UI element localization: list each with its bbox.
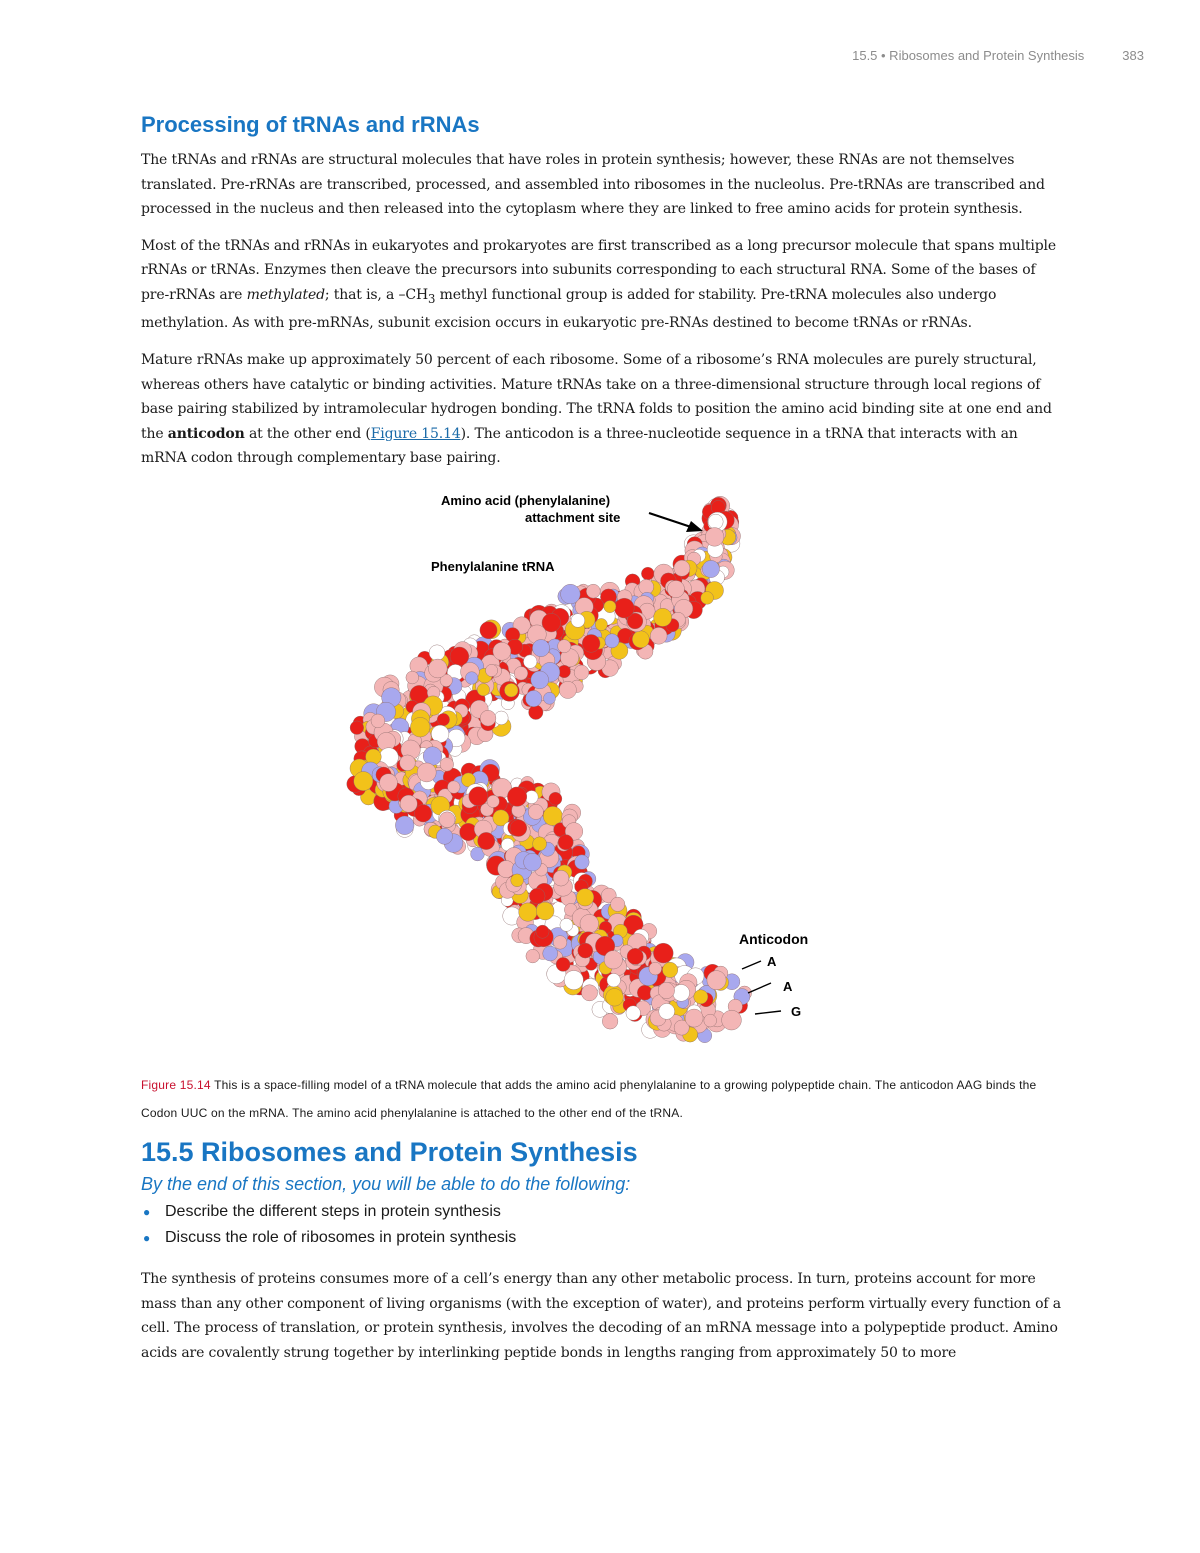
atom-sphere: [519, 903, 537, 921]
page-number: 383: [1122, 48, 1144, 63]
atom-sphere: [659, 1003, 675, 1019]
atom-sphere: [533, 837, 547, 851]
atom-sphere: [606, 988, 624, 1006]
objective-item: [141, 1225, 1061, 1251]
atom-sphere: [528, 804, 543, 819]
atom-sphere: [626, 1006, 641, 1021]
atom-sphere: [439, 812, 455, 828]
atom-sphere: [641, 567, 654, 580]
atom-sphere: [707, 971, 726, 990]
atom-sphere: [685, 1009, 703, 1027]
label-phenylalanine-trna: Phenylalanine tRNA: [431, 558, 555, 574]
anticodon-pointer-3: [755, 1011, 781, 1014]
paragraph-2-text-c: methyl functional group is added for stability. Pre-tRNA molecules also undergo methylation. As with pre-mRNAs, subunit excision occurs in eukaryotic pre-RNAs destined to become tRNAs or rRNAs.: [141, 286, 997, 332]
atom-sphere: [400, 755, 416, 771]
atom-sphere: [632, 631, 649, 648]
figure-reference-link[interactable]: Figure 15.14: [370, 425, 461, 442]
trna-figure: [141, 483, 1061, 1067]
atom-sphere: [614, 598, 634, 618]
atom-sphere: [549, 792, 562, 805]
atom-sphere: [701, 591, 714, 604]
atom-sphere: [437, 713, 449, 725]
atom-sphere: [674, 560, 690, 576]
atom-sphere: [523, 655, 537, 669]
atom-sphere: [558, 640, 571, 653]
atom-sphere: [395, 816, 414, 835]
atom-sphere: [478, 832, 495, 849]
atom-sphere: [654, 608, 672, 626]
objective-text: Describe the different steps in protein synthesis: [165, 1202, 501, 1220]
atom-sphere: [510, 820, 527, 837]
atom-sphere: [380, 774, 398, 792]
learning-objectives-list: [141, 1199, 1061, 1251]
page-content: [141, 112, 1061, 1377]
paragraph-2-text-b: ; that is, a –CH: [324, 286, 429, 303]
atom-sphere: [702, 560, 719, 577]
paragraph-3: [141, 348, 1061, 471]
atom-sphere: [553, 870, 569, 886]
atom-sphere: [627, 948, 643, 964]
atom-sphere: [578, 943, 593, 958]
atom-sphere: [410, 717, 430, 737]
atom-sphere: [354, 771, 373, 790]
atom-sphere: [673, 984, 690, 1001]
atom-sphere: [649, 962, 662, 975]
atom-sphere: [423, 747, 442, 766]
atom-sphere: [607, 973, 621, 987]
atom-sphere: [595, 618, 607, 630]
trna-space-filling-model: [141, 483, 1061, 1067]
atom-sphere: [529, 705, 543, 719]
subscript-3: 3: [428, 291, 436, 306]
caption-text: This is a space-filling model of a tRNA molecule that adds the amino acid phenylalanine to a growing polypeptide chain. The anticodon AAG binds the Codon UUC on the mRNA. The amino acid phenylalanine is attached to the other end of the tRNA.: [141, 1077, 1037, 1120]
atom-sphere: [514, 666, 528, 680]
running-title: 15.5 • Ribosomes and Protein Synthesis: [852, 48, 1085, 63]
atom-sphere: [708, 514, 723, 529]
atom-sphere: [400, 795, 417, 812]
atom-sphere: [440, 758, 454, 772]
atom-sphere: [532, 639, 549, 656]
atom-sphere: [658, 982, 674, 998]
label-amino-acid-line-1: Amino acid (phenylalanine): [441, 492, 611, 508]
atom-sphere: [604, 951, 622, 969]
paragraph-1: The tRNAs and rRNAs are structural molecules that have roles in protein synthesis; however, these RNAs are not themselves translated. Pre-rRNAs are transcribed, processed, and assembled into ribosomes in the nucleolus. Pre-tRNAs are transcribed and processed in the nucleus and then released into the cytoplasm where they are linked to free amino acids for protein synthesis.: [141, 152, 1045, 218]
intro-paragraph: The synthesis of proteins consumes more of a cell’s energy than any other metabolic process. In turn, proteins account for more mass than any other component of living organisms (with the exception of water), and proteins perform virtually every function of a cell. The process of translation, or protein synthesis, involves the decoding of an mRNA message into a polypeptide product. Amino acids are covalently strung together by interlinking peptide bonds in lengths ranging from approximately 50 to more: [141, 1270, 1061, 1361]
paragraph-2: [141, 234, 1061, 336]
atom-cluster: [347, 496, 752, 1042]
atom-sphere: [536, 925, 549, 938]
atom-sphere: [493, 642, 511, 660]
amino-acid-pointer-line: [649, 513, 691, 527]
atom-sphere: [415, 805, 432, 822]
atom-sphere: [611, 897, 625, 911]
atom-sphere: [586, 584, 600, 598]
atom-sphere: [350, 721, 364, 735]
objective-item: [141, 1199, 1061, 1225]
amino-acid-arrowhead: [686, 521, 703, 532]
atom-sphere: [558, 835, 573, 850]
atom-sphere: [580, 914, 599, 933]
paragraph-3-text-a: Mature rRNAs make up approximately 50 percent of each ribosome. Some of a ribosome’s RNA molecules are purely structural, whereas others have catalytic or binding activities. Mature tRNAs take on a three-dimensional structure through local regions of base pairing stabilized by intramolecular hydrogen bonding. The tRNA folds to position the amino acid binding site at one end and the: [141, 351, 1052, 442]
atom-sphere: [507, 787, 526, 806]
anticodon-pointer-1: [742, 961, 761, 969]
atom-sphere: [571, 614, 585, 628]
paragraph-3-text-c: ). The anticodon is a three-nucleotide sequence in a tRNA that interacts with an mRNA codon through complementary base pairing.: [141, 425, 1018, 467]
atom-sphere: [480, 622, 497, 639]
paragraph-2-text-a: Most of the tRNAs and rRNAs in eukaryotes and prokaryotes are first transcribed as a long precursor molecule that spans multiple rRNAs or tRNAs. Enzymes then cleave the precursors into subunits corresponding to each structural RNA. Some of the bases of pre-rRNAs are: [141, 237, 1056, 303]
atom-sphere: [529, 888, 545, 904]
atom-sphere: [526, 949, 540, 963]
anticodon-pointer-2: [748, 983, 771, 993]
atom-sphere: [667, 580, 684, 597]
atom-sphere: [487, 795, 499, 807]
label-amino-acid-line-2: attachment site: [525, 509, 621, 525]
atom-sphere: [561, 584, 581, 604]
running-header: [852, 48, 1144, 63]
atom-sphere: [480, 710, 496, 726]
atom-sphere: [650, 627, 667, 644]
label-anticodon: Anticodon: [739, 930, 809, 947]
atom-sphere: [417, 763, 436, 782]
bullet-icon: ●: [143, 1204, 151, 1219]
atom-sphere: [564, 970, 583, 989]
atom-sphere: [526, 690, 542, 706]
atom-sphere: [559, 681, 576, 698]
atom-sphere: [469, 787, 488, 806]
atom-sphere: [460, 823, 477, 840]
term-methylated: methylated: [246, 286, 325, 303]
atom-sphere: [448, 781, 461, 794]
atom-sphere: [556, 957, 570, 971]
atom-sphere: [543, 946, 558, 961]
atom-sphere: [604, 600, 616, 612]
atom-sphere: [576, 889, 593, 906]
atom-sphere: [511, 874, 524, 887]
figure-caption: [141, 1071, 1061, 1127]
learning-objectives-lead: By the end of this section, you will be able to do the following:: [141, 1173, 631, 1194]
atom-sphere: [694, 990, 708, 1004]
atom-sphere: [406, 671, 419, 684]
atom-sphere: [553, 936, 567, 950]
atom-sphere: [536, 902, 554, 920]
atom-sphere: [504, 683, 518, 697]
module-title: 15.5 Ribosomes and Protein Synthesis: [141, 1136, 638, 1167]
atom-sphere: [602, 1013, 618, 1029]
atom-sphere: [704, 1014, 717, 1027]
atom-sphere: [544, 692, 556, 704]
label-base-a-2: A: [783, 978, 793, 994]
atom-sphere: [371, 714, 385, 728]
label-base-g: G: [791, 1003, 802, 1019]
atom-sphere: [429, 645, 445, 661]
atom-sphere: [653, 943, 673, 963]
term-anticodon: anticodon: [167, 425, 245, 442]
atom-sphere: [465, 672, 478, 685]
atom-sphere: [428, 659, 447, 678]
atom-sphere: [574, 665, 589, 680]
atom-sphere: [450, 647, 469, 666]
bullet-icon: ●: [143, 1230, 151, 1245]
atom-sphere: [494, 711, 508, 725]
paragraph-3-text-b: at the other end (: [244, 425, 371, 442]
caption-figure-label: Figure 15.14: [141, 1077, 211, 1092]
atom-sphere: [531, 671, 549, 689]
atom-sphere: [722, 1010, 742, 1030]
section-heading: Processing of tRNAs and rRNAs: [141, 112, 480, 137]
atom-sphere: [524, 853, 542, 871]
atom-sphere: [436, 828, 452, 844]
label-base-a-1: A: [767, 953, 777, 969]
atom-sphere: [560, 918, 573, 931]
atom-sphere: [605, 634, 619, 648]
atom-sphere: [575, 855, 590, 870]
atom-sphere: [581, 985, 597, 1001]
objective-text: Discuss the role of ribosomes in protein synthesis: [165, 1228, 517, 1246]
atom-sphere: [705, 528, 724, 547]
atom-sphere: [486, 664, 498, 676]
atom-sphere: [662, 962, 677, 977]
atom-sphere: [582, 634, 600, 652]
atom-sphere: [477, 683, 489, 695]
